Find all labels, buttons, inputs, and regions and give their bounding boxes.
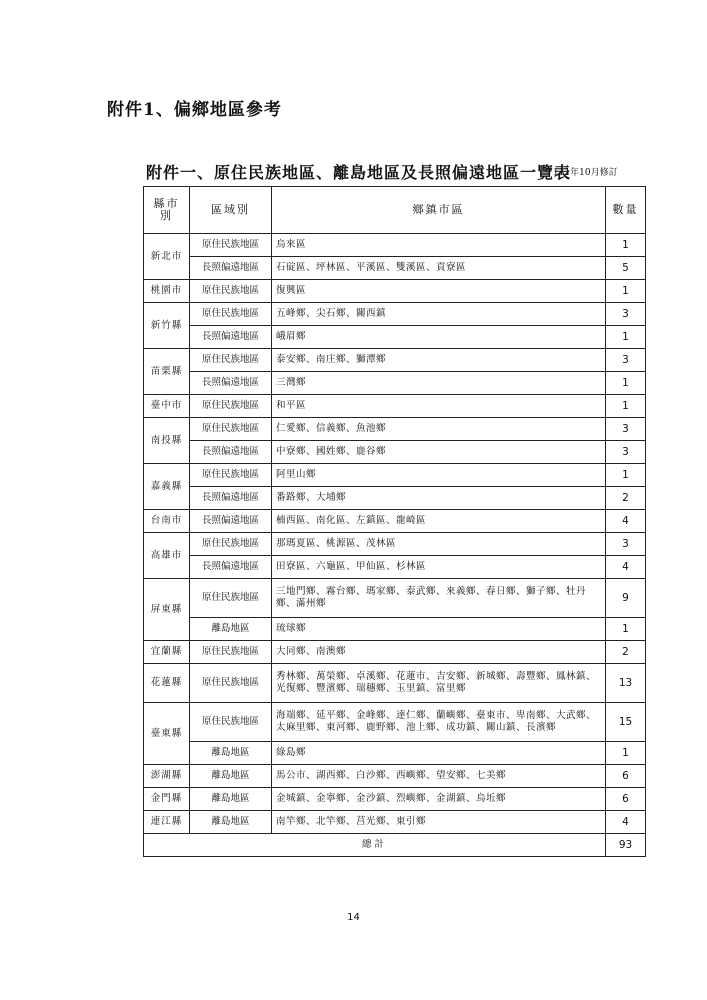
towns-cell: 復興區 [272,280,606,303]
count-cell: 2 [606,487,646,510]
count-cell: 2 [606,641,646,664]
count-cell: 13 [606,664,646,703]
towns-cell: 峨眉鄉 [272,326,606,349]
area-type-cell: 長照偏遠地區 [190,487,272,510]
towns-cell: 那瑪夏區、桃源區、茂林區 [272,533,606,556]
area-type-cell: 長照偏遠地區 [190,441,272,464]
table-row [144,418,646,441]
table-row [144,395,646,418]
table-row [144,234,646,257]
county-cell: 高雄市 [144,533,190,579]
area-type-cell: 原住民族地區 [190,418,272,441]
county-cell: 台南市 [144,510,190,533]
towns-cell: 和平區 [272,395,606,418]
count-cell: 1 [606,234,646,257]
area-type-cell: 原住民族地區 [190,280,272,303]
table-row [144,280,646,303]
table-row [144,303,646,326]
towns-cell: 三地門鄉、霧台鄉、瑪家鄉、泰武鄉、來義鄉、春日鄉、獅子鄉、牡丹鄉、滿州鄉 [272,579,606,618]
table-row [144,742,646,765]
towns-cell: 馬公市、湖西鄉、白沙鄉、西嶼鄉、望安鄉、七美鄉 [272,765,606,788]
count-cell: 1 [606,372,646,395]
table-row [144,487,646,510]
area-type-cell: 原住民族地區 [190,703,272,742]
area-type-cell: 原住民族地區 [190,579,272,618]
area-type-cell: 長照偏遠地區 [190,257,272,280]
count-cell: 3 [606,303,646,326]
count-cell: 3 [606,418,646,441]
table-row [144,811,646,834]
area-type-cell: 原住民族地區 [190,395,272,418]
table-row [144,765,646,788]
county-cell: 臺東縣 [144,703,190,765]
county-cell: 嘉義縣 [144,464,190,510]
area-type-cell: 原住民族地區 [190,464,272,487]
county-cell: 連江縣 [144,811,190,834]
table-row [144,641,646,664]
count-cell: 6 [606,765,646,788]
towns-cell: 五峰鄉、尖石鄉、關西鎮 [272,303,606,326]
towns-cell: 番路鄉、大埔鄉 [272,487,606,510]
area-type-cell: 離島地區 [190,788,272,811]
table-row [144,664,646,703]
area-type-cell: 原住民族地區 [190,349,272,372]
table-row [144,788,646,811]
count-cell: 15 [606,703,646,742]
table-row [144,510,646,533]
table-row [144,618,646,641]
count-cell: 1 [606,742,646,765]
count-cell: 9 [606,579,646,618]
county-cell: 金門縣 [144,788,190,811]
county-cell: 南投縣 [144,418,190,464]
towns-cell: 秀林鄉、萬榮鄉、卓溪鄉、花蓮市、吉安鄉、新城鄉、壽豐鄉、鳳林鎮、光復鄉、豐濱鄉、瑞穗鄉、玉里鎮、富里鄉 [272,664,606,703]
revision-note: 111年10月修訂 [553,168,618,178]
table-row [144,326,646,349]
towns-cell: 阿里山鄉 [272,464,606,487]
area-type-cell: 離島地區 [190,811,272,834]
area-type-cell: 長照偏遠地區 [190,326,272,349]
county-cell: 花蓮縣 [144,664,190,703]
county-cell: 新北市 [144,234,190,280]
total-label: 總計 [144,834,606,857]
table-row [144,556,646,579]
towns-cell: 琉球鄉 [272,618,606,641]
count-cell: 1 [606,280,646,303]
table-row [144,703,646,742]
county-cell: 桃園市 [144,280,190,303]
count-cell: 3 [606,349,646,372]
table-header-row [144,187,646,234]
towns-cell: 烏來區 [272,234,606,257]
towns-cell: 金城鎮、金寧鄉、金沙鎮、烈嶼鄉、金湖鎮、烏坵鄉 [272,788,606,811]
towns-cell: 楠西區、南化區、左鎮區、龍崎區 [272,510,606,533]
area-type-cell: 離島地區 [190,765,272,788]
area-type-cell: 原住民族地區 [190,234,272,257]
count-cell: 1 [606,326,646,349]
towns-cell: 南竿鄉、北竿鄉、莒光鄉、東引鄉 [272,811,606,834]
table-title: 附件一、原住民族地區、離島地區及長照偏遠地區一覽表 [146,163,572,182]
table-row [144,257,646,280]
county-cell: 苗栗縣 [144,349,190,395]
table-row [144,349,646,372]
county-cell: 宜蘭縣 [144,641,190,664]
count-cell: 1 [606,464,646,487]
count-cell: 3 [606,533,646,556]
towns-cell: 大同鄉、南澳鄉 [272,641,606,664]
area-type-cell: 原住民族地區 [190,664,272,703]
area-type-cell: 原住民族地區 [190,641,272,664]
table-row [144,464,646,487]
area-type-cell: 長照偏遠地區 [190,510,272,533]
count-cell: 5 [606,257,646,280]
area-type-cell: 原住民族地區 [190,533,272,556]
table-row [144,533,646,556]
towns-cell: 石碇區、坪林區、平溪區、雙溪區、貢寮區 [272,257,606,280]
page-number: 14 [347,912,360,923]
page-heading: 附件1、偏鄉地區參考 [107,100,282,120]
region-table [143,186,646,857]
area-type-cell: 長照偏遠地區 [190,556,272,579]
towns-cell: 田寮區、六龜區、甲仙區、杉林區 [272,556,606,579]
towns-cell: 綠島鄉 [272,742,606,765]
county-cell: 澎湖縣 [144,765,190,788]
table-row [144,372,646,395]
table-row [144,441,646,464]
header-towns: 鄉鎮市區 [272,187,606,234]
table-body [144,234,646,834]
area-type-cell: 離島地區 [190,742,272,765]
count-cell: 1 [606,395,646,418]
area-type-cell: 長照偏遠地區 [190,372,272,395]
towns-cell: 仁愛鄉、信義鄉、魚池鄉 [272,418,606,441]
county-cell: 屏東縣 [144,579,190,641]
area-type-cell: 離島地區 [190,618,272,641]
county-cell: 臺中市 [144,395,190,418]
count-cell: 6 [606,788,646,811]
total-value: 93 [606,834,646,857]
count-cell: 4 [606,556,646,579]
area-type-cell: 原住民族地區 [190,303,272,326]
header-area-type: 區域別 [190,187,272,234]
towns-cell: 三灣鄉 [272,372,606,395]
count-cell: 1 [606,618,646,641]
towns-cell: 中寮鄉、國姓鄉、鹿谷鄉 [272,441,606,464]
table-row [144,579,646,618]
count-cell: 4 [606,510,646,533]
towns-cell: 海端鄉、延平鄉、金峰鄉、達仁鄉、蘭嶼鄉、臺東市、卑南鄉、大武鄉、太麻里鄉、東河鄉、鹿野鄉、池上鄉、成功鎮、關山鎮、長濱鄉 [272,703,606,742]
total-row [144,834,646,857]
county-cell: 新竹縣 [144,303,190,349]
header-count: 數量 [606,187,646,234]
header-county: 縣市別 [144,187,190,234]
count-cell: 3 [606,441,646,464]
towns-cell: 泰安鄉、南庄鄉、獅潭鄉 [272,349,606,372]
count-cell: 4 [606,811,646,834]
